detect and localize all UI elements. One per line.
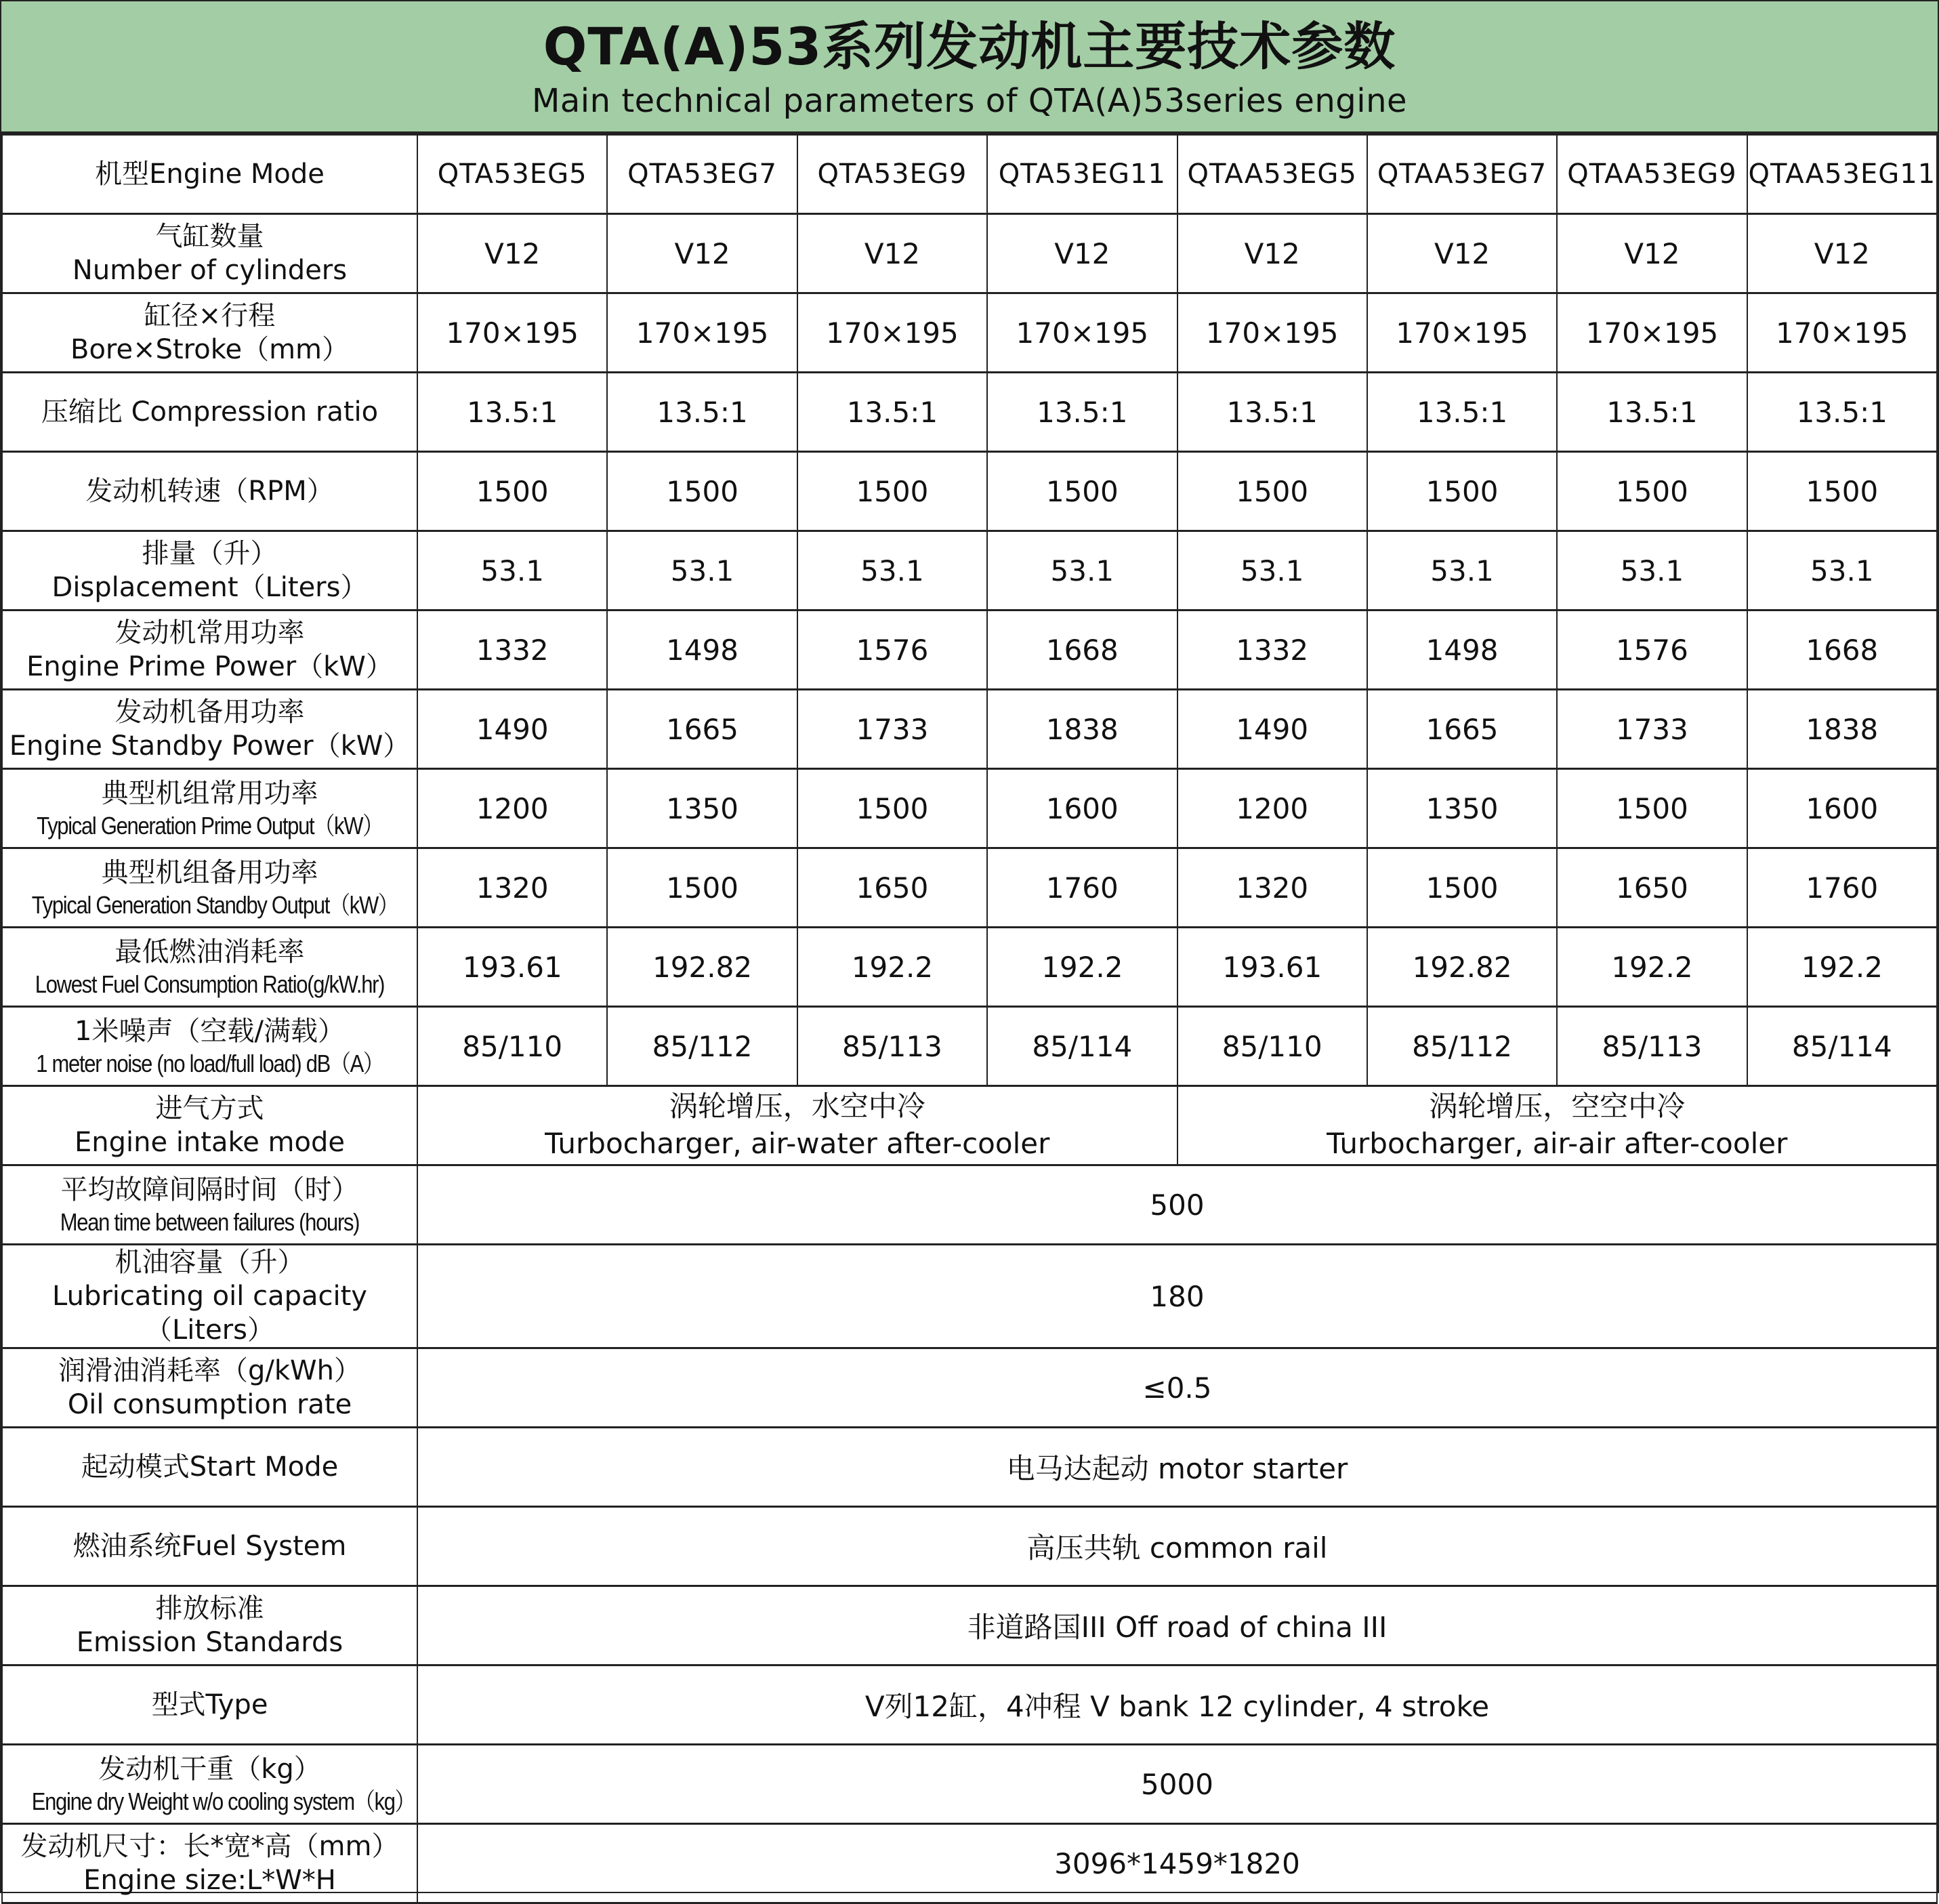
- row-label: [2, 1428, 417, 1507]
- row-label-en: Oil consumption rate: [67, 1389, 352, 1420]
- shared-value-cell: 电马达起动 motor starter: [417, 1428, 1937, 1507]
- shared-row: [2, 1665, 1937, 1745]
- table-cell: 85/114: [987, 1007, 1177, 1086]
- row-label: [2, 1824, 417, 1903]
- shared-row: [2, 1245, 1937, 1348]
- title-banner: [1, 1, 1938, 134]
- table-cell: 1500: [417, 452, 607, 531]
- table-cell: 1668: [1747, 610, 1937, 690]
- row-label-zh: 燃油系统Fuel System: [72, 1531, 347, 1562]
- table-cell: 170×195: [797, 293, 987, 373]
- table-cell: 1332: [1177, 610, 1367, 690]
- intake-qtaa-en: Turbocharger, air-air after-cooler: [1327, 1127, 1788, 1160]
- shared-value-cell: 500: [417, 1165, 1937, 1245]
- shared-value-cell: V列12缸，4冲程 V bank 12 cylinder, 4 stroke: [417, 1665, 1937, 1745]
- table-cell: 85/110: [417, 1007, 607, 1086]
- table-cell: 1500: [607, 452, 797, 531]
- row-label-en: Mean time between failures (hours): [60, 1207, 360, 1236]
- table-cell: 192.82: [607, 928, 797, 1007]
- row-label-zh: 型式Type: [151, 1689, 268, 1720]
- table-cell: 1200: [1177, 769, 1367, 848]
- table-cell: 192.82: [1367, 928, 1557, 1007]
- table-cell: 85/113: [1557, 1007, 1747, 1086]
- table-cell: 1838: [987, 690, 1177, 769]
- row-label-zh: 起动模式Start Mode: [81, 1451, 339, 1483]
- shared-row: [2, 1348, 1937, 1428]
- row-label: [2, 610, 417, 690]
- row-label: [2, 452, 417, 531]
- intake-qtaa-cell: [1177, 1086, 1938, 1165]
- row-label-en: Engine Prime Power（kW）: [26, 651, 393, 682]
- row-label-en: Engine dry Weight w/o cooling system（kg）: [31, 1787, 415, 1815]
- row-label-en: Typical Generation Prime Output（kW）: [37, 811, 383, 840]
- row-label-zh: 典型机组常用功率: [101, 777, 318, 809]
- row-label: [2, 928, 417, 1007]
- shared-row: [2, 1507, 1937, 1586]
- row-label: [2, 293, 417, 373]
- table-cell: 1576: [1557, 610, 1747, 690]
- row-label-zh: 机油容量（升）: [114, 1247, 305, 1278]
- row-label-zh: 缸径×行程: [144, 300, 276, 331]
- shared-value-cell: 非道路国III Off road of china III: [417, 1586, 1937, 1665]
- shared-row: [2, 1824, 1937, 1903]
- row-label: [2, 1086, 417, 1165]
- model-header: QTA53EG11: [987, 135, 1177, 214]
- shared-value-cell: 180: [417, 1245, 1937, 1348]
- row-label-en: Lubricating oil capacity（Liters）: [52, 1281, 367, 1346]
- table-row: [2, 373, 1937, 452]
- table-cell: V12: [1747, 214, 1937, 293]
- spec-table: [1, 134, 1938, 1904]
- row-label-zh: 发动机备用功率: [114, 697, 305, 728]
- table-cell: 1200: [417, 769, 607, 848]
- row-label-zh: 排放标准: [155, 1593, 264, 1624]
- shared-value-cell: 3096*1459*1820: [417, 1824, 1937, 1903]
- table-cell: 1500: [1177, 452, 1367, 531]
- table-row: [2, 928, 1937, 1007]
- intake-qta-en: Turbocharger, air-water after-cooler: [545, 1127, 1050, 1160]
- table-cell: 1760: [1747, 848, 1937, 928]
- table-cell: 1838: [1747, 690, 1937, 769]
- table-cell: 192.2: [797, 928, 987, 1007]
- table-row: [2, 293, 1937, 373]
- table-cell: 1665: [1367, 690, 1557, 769]
- table-row: [2, 214, 1937, 293]
- shared-row: [2, 1428, 1937, 1507]
- table-cell: 1500: [797, 452, 987, 531]
- table-cell: 85/114: [1747, 1007, 1937, 1086]
- row-label: [2, 848, 417, 928]
- table-cell: V12: [987, 214, 1177, 293]
- row-label-en: Engine Standby Power（kW）: [9, 730, 411, 762]
- shared-value-cell: 5000: [417, 1745, 1937, 1824]
- table-cell: 1332: [417, 610, 607, 690]
- intake-qtaa-zh: 涡轮增压，空空中冷: [1429, 1090, 1686, 1123]
- table-cell: 170×195: [1557, 293, 1747, 373]
- row-label-en: 1 meter noise (no load/full load) dB（A）: [36, 1049, 383, 1077]
- table-cell: 170×195: [1177, 293, 1367, 373]
- table-cell: 1320: [417, 848, 607, 928]
- table-cell: 1350: [1367, 769, 1557, 848]
- table-cell: 53.1: [987, 531, 1177, 610]
- row-label-zh: 最低燃油消耗率: [114, 936, 305, 968]
- table-cell: 53.1: [417, 531, 607, 610]
- shared-row: [2, 1745, 1937, 1824]
- row-label-zh: 发动机干重（kg）: [98, 1753, 321, 1785]
- table-cell: V12: [1367, 214, 1557, 293]
- table-cell: V12: [607, 214, 797, 293]
- table-cell: 1665: [607, 690, 797, 769]
- table-cell: 170×195: [1747, 293, 1937, 373]
- table-cell: 1500: [1557, 452, 1747, 531]
- row-label-text: 机型Engine Mode: [95, 159, 325, 190]
- row-label-en: Bore×Stroke（mm）: [70, 334, 349, 365]
- table-cell: 1500: [987, 452, 1177, 531]
- table-cell: 193.61: [1177, 928, 1367, 1007]
- row-label: [2, 135, 417, 214]
- row-label-zh: 发动机尺寸：长*宽*高（mm）: [20, 1831, 399, 1862]
- table-cell: 85/113: [797, 1007, 987, 1086]
- shared-value-cell: ≤0.5: [417, 1348, 1937, 1428]
- table-cell: 1650: [1557, 848, 1747, 928]
- table-cell: 53.1: [1177, 531, 1367, 610]
- table-cell: 1500: [797, 769, 987, 848]
- table-cell: 1600: [987, 769, 1177, 848]
- table-cell: 1500: [1747, 452, 1937, 531]
- table-cell: 85/110: [1177, 1007, 1367, 1086]
- table-cell: V12: [417, 214, 607, 293]
- table-cell: 1498: [1367, 610, 1557, 690]
- table-cell: 85/112: [1367, 1007, 1557, 1086]
- table-cell: 192.2: [1557, 928, 1747, 1007]
- table-cell: 53.1: [1557, 531, 1747, 610]
- table-cell: V12: [797, 214, 987, 293]
- table-cell: 53.1: [797, 531, 987, 610]
- row-label-zh: 润滑油消耗率（g/kWh）: [58, 1355, 361, 1386]
- table-cell: V12: [1177, 214, 1367, 293]
- table-cell: 170×195: [987, 293, 1177, 373]
- model-header: QTA53EG5: [417, 135, 607, 214]
- table-cell: 1650: [797, 848, 987, 928]
- table-cell: 1498: [607, 610, 797, 690]
- table-cell: 170×195: [1367, 293, 1557, 373]
- table-row: [2, 610, 1937, 690]
- table-cell: 1500: [607, 848, 797, 928]
- table-cell: 53.1: [607, 531, 797, 610]
- row-label-en: Engine intake mode: [75, 1127, 345, 1158]
- table-cell: 13.5:1: [1367, 373, 1557, 452]
- model-header: QTAA53EG11: [1747, 135, 1937, 214]
- table-cell: 1500: [1557, 769, 1747, 848]
- row-label: [2, 1507, 417, 1586]
- table-cell: 1576: [797, 610, 987, 690]
- table-cell: 1500: [1367, 452, 1557, 531]
- table-row: [2, 848, 1937, 928]
- row-label-zh: 平均故障间隔时间（时）: [60, 1174, 359, 1205]
- table-cell: 193.61: [417, 928, 607, 1007]
- models-row: [2, 135, 1937, 214]
- table-cell: 13.5:1: [797, 373, 987, 452]
- row-label-en: Lowest Fuel Consumption Ratio(g/kW.hr): [35, 970, 385, 998]
- table-cell: 13.5:1: [417, 373, 607, 452]
- table-row: [2, 452, 1937, 531]
- row-label-en: Typical Generation Standby Output（kW）: [31, 890, 398, 919]
- table-cell: 1320: [1177, 848, 1367, 928]
- table-cell: 1733: [1557, 690, 1747, 769]
- table-cell: 13.5:1: [607, 373, 797, 452]
- row-label: [2, 1665, 417, 1745]
- shared-row: [2, 1165, 1937, 1245]
- table-cell: 53.1: [1367, 531, 1557, 610]
- shared-row: [2, 1586, 1937, 1665]
- intake-qta-zh: 涡轮增压，水空中冷: [669, 1090, 925, 1123]
- row-label-zh: 气缸数量: [155, 221, 264, 252]
- table-cell: 1490: [1177, 690, 1367, 769]
- row-label: [2, 531, 417, 610]
- table-row: [2, 531, 1937, 610]
- table-row: [2, 690, 1937, 769]
- row-label-zh: 发动机常用功率: [114, 617, 305, 648]
- row-label: [2, 1165, 417, 1245]
- row-label-en: Displacement（Liters）: [51, 572, 368, 603]
- table-cell: V12: [1557, 214, 1747, 293]
- table-row: [2, 769, 1937, 848]
- table-cell: 170×195: [417, 293, 607, 373]
- table-cell: 13.5:1: [1747, 373, 1937, 452]
- row-label-zh: 发动机转速（RPM）: [85, 476, 334, 507]
- model-header: QTAA53EG7: [1367, 135, 1557, 214]
- page-subtitle: Main technical parameters of QTA(A)53series engine: [531, 82, 1408, 120]
- row-label: [2, 214, 417, 293]
- row-label-en: Number of cylinders: [72, 255, 348, 286]
- table-row: [2, 1007, 1937, 1086]
- table-cell: 192.2: [1747, 928, 1937, 1007]
- model-header: QTAA53EG5: [1177, 135, 1367, 214]
- row-label-en: Emission Standards: [76, 1627, 343, 1658]
- table-cell: 13.5:1: [1177, 373, 1367, 452]
- table-cell: 1350: [607, 769, 797, 848]
- model-header: QTA53EG9: [797, 135, 987, 214]
- table-cell: 1500: [1367, 848, 1557, 928]
- table-cell: 1600: [1747, 769, 1937, 848]
- table-cell: 13.5:1: [1557, 373, 1747, 452]
- table-cell: 1490: [417, 690, 607, 769]
- row-label-zh: 压缩比 Compression ratio: [41, 396, 379, 428]
- table-cell: 1760: [987, 848, 1177, 928]
- row-label-zh: 典型机组备用功率: [101, 856, 318, 888]
- row-label-en: Engine size:L*W*H: [83, 1865, 336, 1896]
- row-label: [2, 690, 417, 769]
- table-cell: 1668: [987, 610, 1177, 690]
- table-cell: 192.2: [987, 928, 1177, 1007]
- row-label-zh: 进气方式: [155, 1093, 264, 1124]
- row-label: [2, 1007, 417, 1086]
- row-label: [2, 769, 417, 848]
- table-cell: 85/112: [607, 1007, 797, 1086]
- row-label-zh: 1米噪声（空载/满载）: [75, 1015, 345, 1047]
- shared-value-cell: 高压共轨 common rail: [417, 1507, 1937, 1586]
- table-cell: 170×195: [607, 293, 797, 373]
- row-label-zh: 排量（升）: [142, 538, 278, 569]
- row-label: [2, 1586, 417, 1665]
- table-cell: 13.5:1: [987, 373, 1177, 452]
- intake-qta-cell: [417, 1086, 1177, 1165]
- table-cell: 53.1: [1747, 531, 1937, 610]
- page-title: QTA(A)53系列发动机主要技术参数: [543, 16, 1396, 77]
- model-header: QTA53EG7: [607, 135, 797, 214]
- model-header: QTAA53EG9: [1557, 135, 1747, 214]
- row-label: [2, 1745, 417, 1824]
- intake-row: [2, 1086, 1937, 1165]
- row-label: [2, 1348, 417, 1428]
- row-label: [2, 1245, 417, 1348]
- table-cell: 1733: [797, 690, 987, 769]
- row-label: [2, 373, 417, 452]
